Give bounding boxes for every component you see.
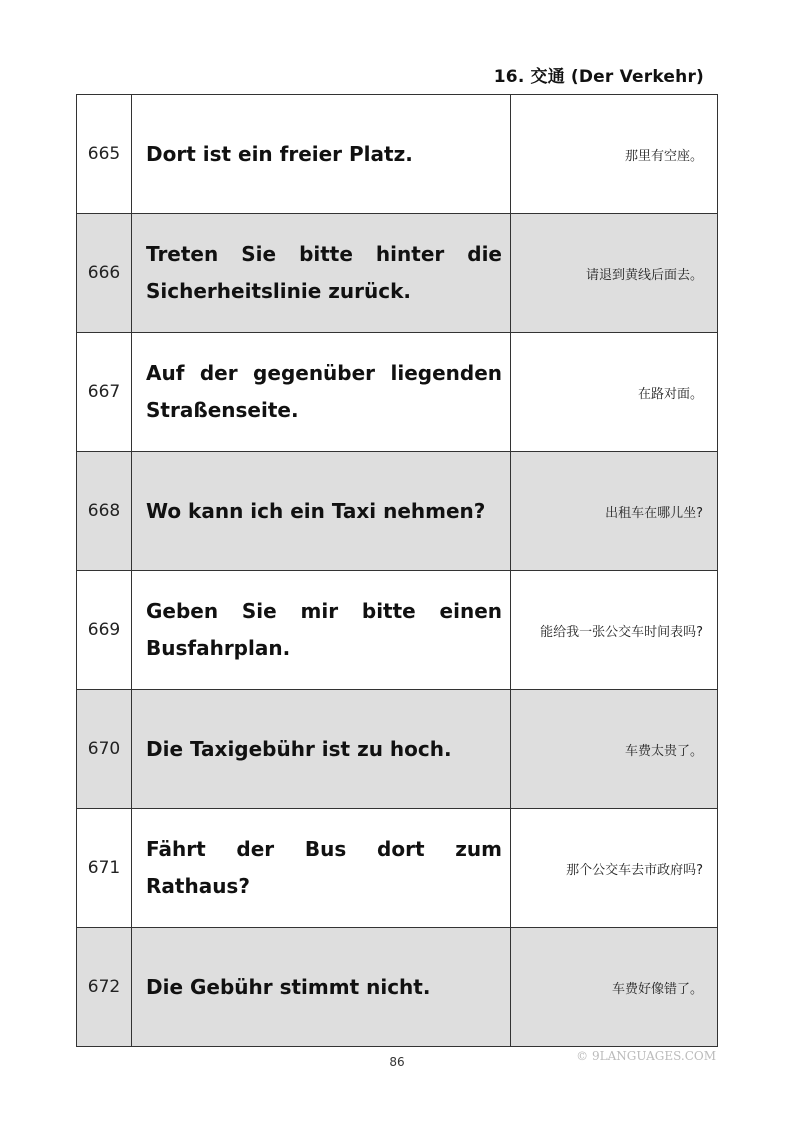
table-row (77, 690, 718, 809)
phrase-number: 670 (77, 690, 132, 809)
section-title-zh: 交通 (530, 67, 565, 87)
section-title-de: (Der Verkehr) (570, 67, 704, 87)
phrase-number: 668 (77, 452, 132, 571)
german-phrase: Wo kann ich ein Taxi nehmen? (132, 452, 511, 571)
table-row (77, 333, 718, 452)
table-row (77, 95, 718, 214)
chinese-translation: 能给我一张公交车时间表吗? (511, 571, 718, 690)
german-phrase: Dort ist ein freier Platz. (132, 95, 511, 214)
german-phrase: Geben Sie mir bitte einen Busfahrplan. (132, 571, 511, 690)
phrase-number: 666 (77, 214, 132, 333)
section-number: 16. (493, 67, 525, 87)
phrase-number: 671 (77, 809, 132, 928)
phrase-table (76, 94, 718, 1047)
german-phrase: Fährt der Bus dort zum Rathaus? (132, 809, 511, 928)
table-row (77, 571, 718, 690)
chinese-translation: 车费好像错了。 (511, 928, 718, 1047)
german-phrase: Die Taxigebühr ist zu hoch. (132, 690, 511, 809)
chinese-translation: 在路对面。 (511, 333, 718, 452)
page-number: 86 (389, 1055, 405, 1069)
phrase-number: 665 (77, 95, 132, 214)
phrase-number: 672 (77, 928, 132, 1047)
chinese-translation: 出租车在哪儿坐? (511, 452, 718, 571)
chinese-translation: 那个公交车去市政府吗? (511, 809, 718, 928)
table-row (77, 809, 718, 928)
watermark: © 9LANGUAGES.COM (576, 1049, 716, 1063)
phrase-number: 669 (77, 571, 132, 690)
table-row (77, 214, 718, 333)
chinese-translation: 请退到黄线后面去。 (511, 214, 718, 333)
table-row (77, 928, 718, 1047)
german-phrase: Die Gebühr stimmt nicht. (132, 928, 511, 1047)
german-phrase: Auf der gegenüber liegenden Straßenseite. (132, 333, 511, 452)
chinese-translation: 那里有空座。 (511, 95, 718, 214)
section-header (488, 62, 704, 87)
german-phrase: Treten Sie bitte hinter die Sicherheitslinie zurück. (132, 214, 511, 333)
table-row (77, 452, 718, 571)
chinese-translation: 车费太贵了。 (511, 690, 718, 809)
phrase-number: 667 (77, 333, 132, 452)
